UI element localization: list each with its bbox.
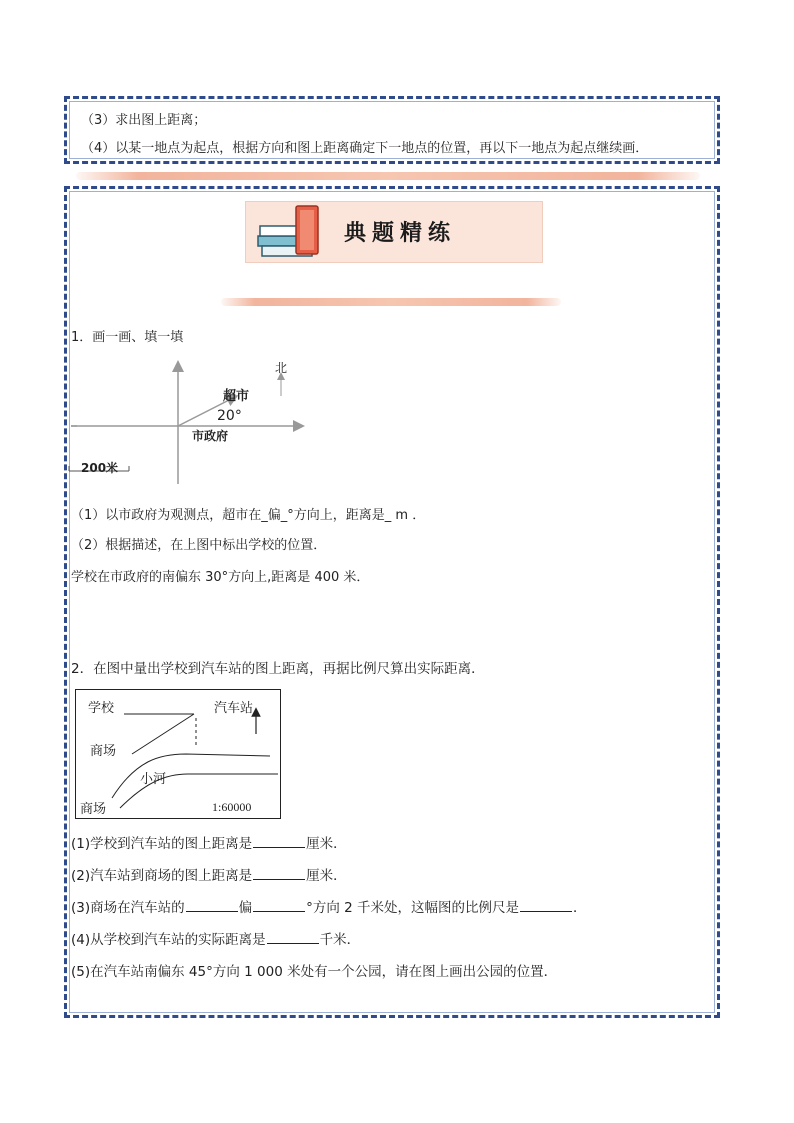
q2-part1-text: (1)学校到汽车站的图上距离是	[71, 836, 253, 852]
q2-part4-unit: 千米．	[319, 932, 361, 948]
q2-part1	[71, 832, 347, 852]
school-label: 学校	[88, 701, 115, 716]
q2-part3-pian: 偏	[238, 900, 253, 916]
step-4-text: （4）以某一地点为起点，根据方向和图上距离确定下一地点的位置，再以下一地点为起点继续画．	[81, 141, 649, 156]
scale-label: 200米	[81, 461, 119, 475]
q2-part2-unit: 厘米．	[306, 868, 347, 884]
q1-heading: 1．画一画、填一填	[71, 330, 184, 345]
q2-part4-text: (4)从学校到汽车站的实际距离是	[71, 932, 266, 948]
q2-part5: (5)在汽车站南偏东 45°方向 1 000 米处有一个公园，请在图上画出公园的位置．	[71, 964, 558, 980]
exercise-box	[64, 186, 720, 1018]
q1-note: 学校在市政府的南偏东 30°方向上,距离是 400 米．	[71, 570, 370, 585]
q2-part4	[71, 928, 360, 948]
q2-part1-unit: 厘米．	[306, 836, 347, 852]
river-label: 小河	[140, 772, 167, 787]
section-title: 典题精练	[344, 220, 457, 246]
q2-part3-text: (3)商场在汽车站的	[71, 900, 185, 916]
q2-part3-mid: °方向 2 千米处，这幅图的比例尺是	[306, 900, 520, 916]
hint-box	[64, 96, 720, 164]
divider-brush	[76, 172, 700, 180]
mall-upper-label: 商场	[90, 744, 117, 759]
city-hall-label: 市政府	[192, 429, 229, 443]
q2-part2-text: (2)汽车站到商场的图上距离是	[71, 868, 253, 884]
answer-blank[interactable]	[267, 931, 319, 944]
q2-part3-end: ．	[573, 900, 587, 916]
q1-part1: （1）以市政府为观测点，超市在_偏_°方向上，距离是_ m ．	[71, 508, 426, 523]
bus-station-label: 汽车站	[214, 701, 254, 716]
answer-blank[interactable]	[253, 835, 305, 848]
mall-lower-label: 商场	[80, 802, 107, 817]
north-label: 北	[275, 361, 288, 375]
answer-blank[interactable]	[253, 867, 305, 880]
section-banner	[245, 201, 543, 263]
books-icon	[252, 204, 332, 260]
angle-label: 20°	[217, 408, 242, 424]
step-3-text: （3）求出图上距离；	[81, 113, 207, 128]
title-brush	[221, 298, 561, 306]
q2-heading: 2．在图中量出学校到汽车站的图上距离，再据比例尺算出实际距离．	[71, 661, 485, 677]
answer-blank[interactable]	[253, 899, 305, 912]
market-label: 超市	[223, 389, 250, 404]
map-scale-label: 1:60000	[212, 800, 252, 814]
answer-blank[interactable]	[520, 899, 572, 912]
q1-part2: （2）根据描述，在上图中标出学校的位置．	[71, 538, 327, 553]
q2-part2	[71, 864, 347, 884]
answer-blank[interactable]	[186, 899, 238, 912]
q2-part3	[71, 896, 587, 916]
q2-map-figure	[75, 689, 281, 819]
